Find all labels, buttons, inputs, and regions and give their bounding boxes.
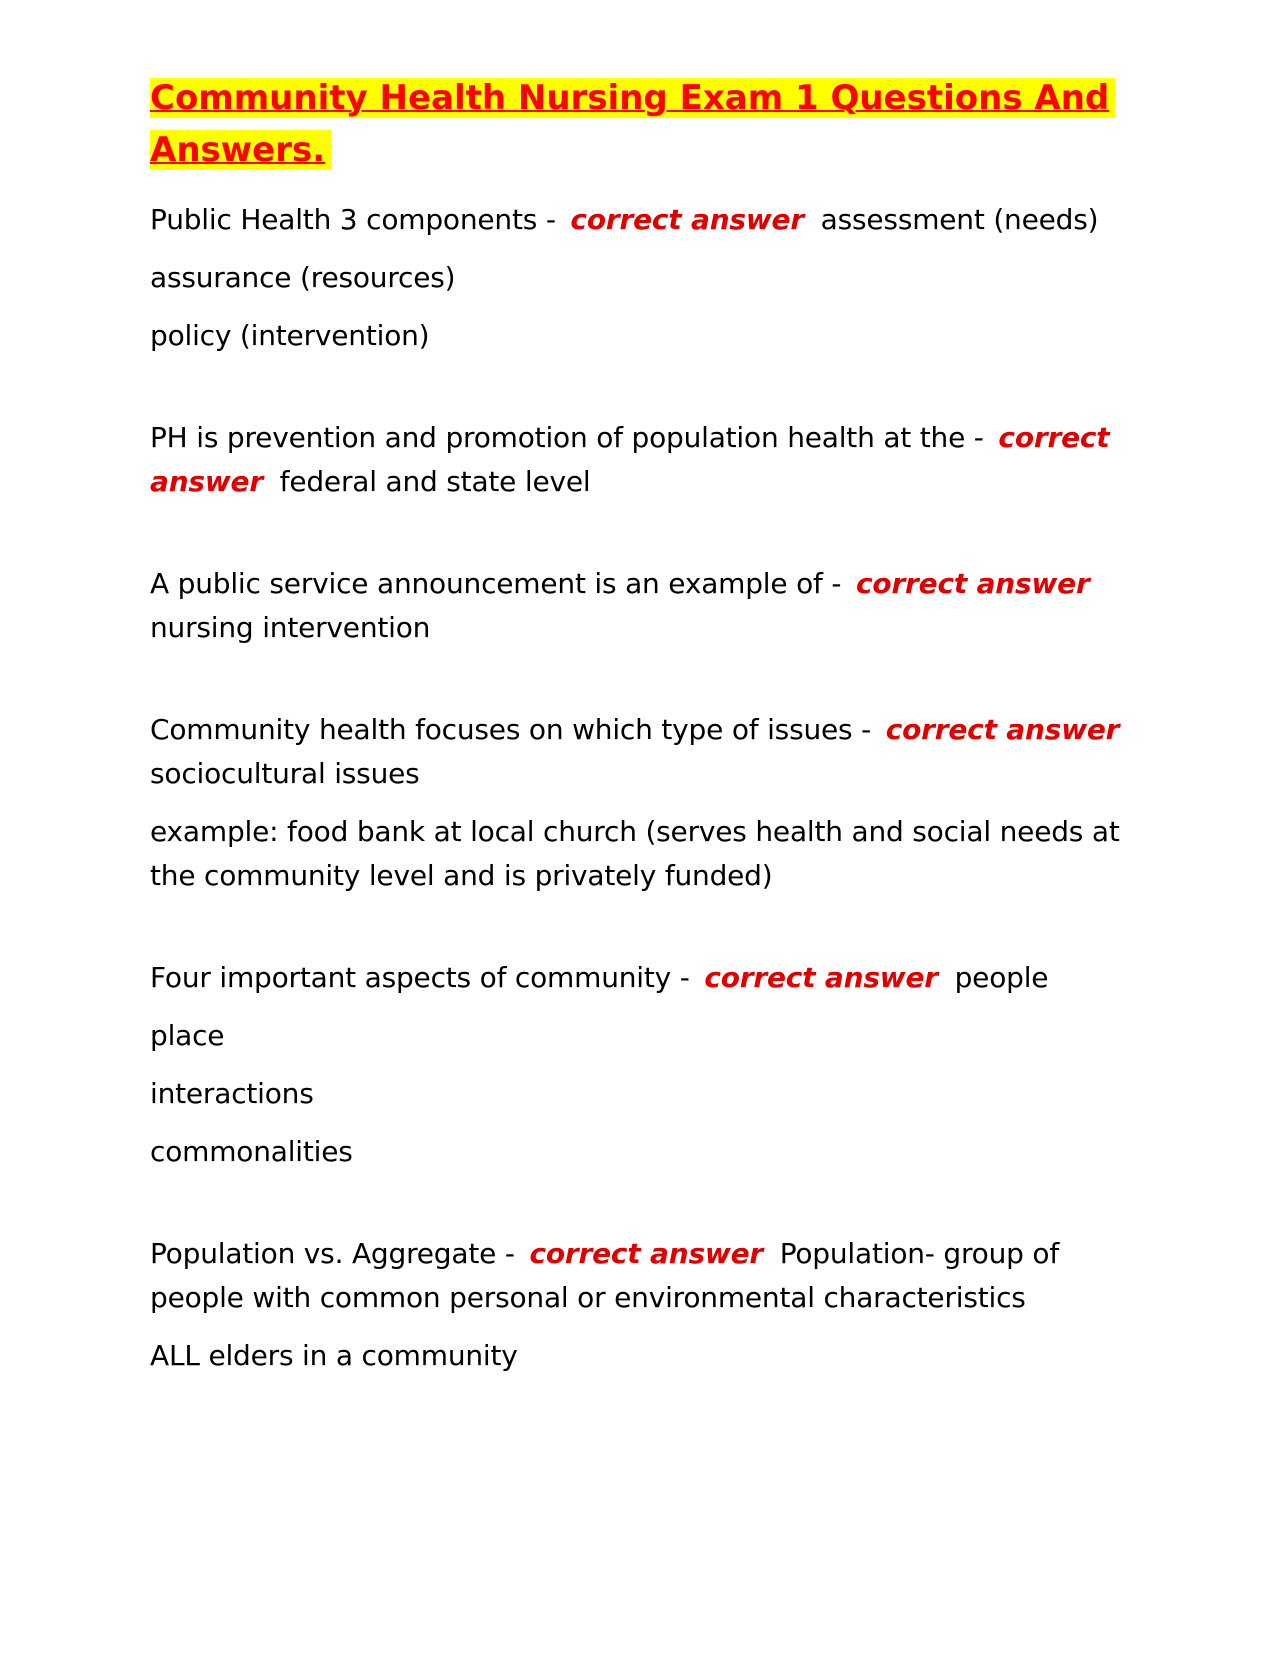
answer-extra-line: ALL elders in a community bbox=[150, 1339, 518, 1372]
qa-question-line bbox=[150, 562, 1130, 650]
correct-answer-marker: correct answer bbox=[529, 1237, 763, 1270]
correct-answer-marker: correct answer bbox=[885, 713, 1120, 746]
answer-extra-line: interactions bbox=[150, 1077, 314, 1110]
answer-extra-line: policy (intervention) bbox=[150, 319, 430, 352]
correct-answer-marker: correct answer bbox=[570, 203, 804, 236]
qa-item-3 bbox=[150, 562, 1130, 650]
answer-extra-line: example: food bank at local church (serves health and social needs at the community level and is privately funded) bbox=[150, 815, 1120, 892]
answer-extra-line: commonalities bbox=[150, 1135, 353, 1168]
qa-question-line bbox=[150, 708, 1130, 796]
qa-question-line bbox=[150, 1232, 1130, 1320]
document-title bbox=[150, 72, 1130, 176]
answer-text: sociocultural issues bbox=[150, 757, 420, 790]
qa-item-4 bbox=[150, 708, 1130, 898]
correct-answer-marker: correct answer bbox=[150, 421, 1110, 498]
question-text: A public service announcement is an example of - bbox=[150, 567, 842, 600]
question-text: PH is prevention and promotion of population health at the - bbox=[150, 421, 984, 454]
correct-answer-marker: correct answer bbox=[704, 961, 938, 994]
answer-text: Population- group of people with common personal or environmental characteristics bbox=[150, 1237, 1060, 1314]
qa-question-line bbox=[150, 416, 1130, 504]
qa-item-1 bbox=[150, 198, 1130, 358]
question-text: Four important aspects of community - bbox=[150, 961, 690, 994]
answer-text: people bbox=[954, 961, 1049, 994]
qa-question-line bbox=[150, 956, 1130, 1000]
answer-text: federal and state level bbox=[279, 465, 591, 498]
question-text: Public Health 3 components - bbox=[150, 203, 556, 236]
question-text: Community health focuses on which type of issues - bbox=[150, 713, 872, 746]
document-title-text: Community Health Nursing Exam 1 Questions And Answers. bbox=[150, 78, 1115, 170]
qa-item-5 bbox=[150, 956, 1130, 1174]
qa-item-2 bbox=[150, 416, 1130, 504]
answer-text: nursing intervention bbox=[150, 611, 431, 644]
answer-extra-line: assurance (resources) bbox=[150, 261, 456, 294]
qa-item-6 bbox=[150, 1232, 1130, 1378]
correct-answer-marker: correct answer bbox=[856, 567, 1090, 600]
qa-question-line bbox=[150, 198, 1130, 242]
answer-extra-line: place bbox=[150, 1019, 225, 1052]
answer-text: assessment (needs) bbox=[820, 203, 1099, 236]
question-text: Population vs. Aggregate - bbox=[150, 1237, 515, 1270]
